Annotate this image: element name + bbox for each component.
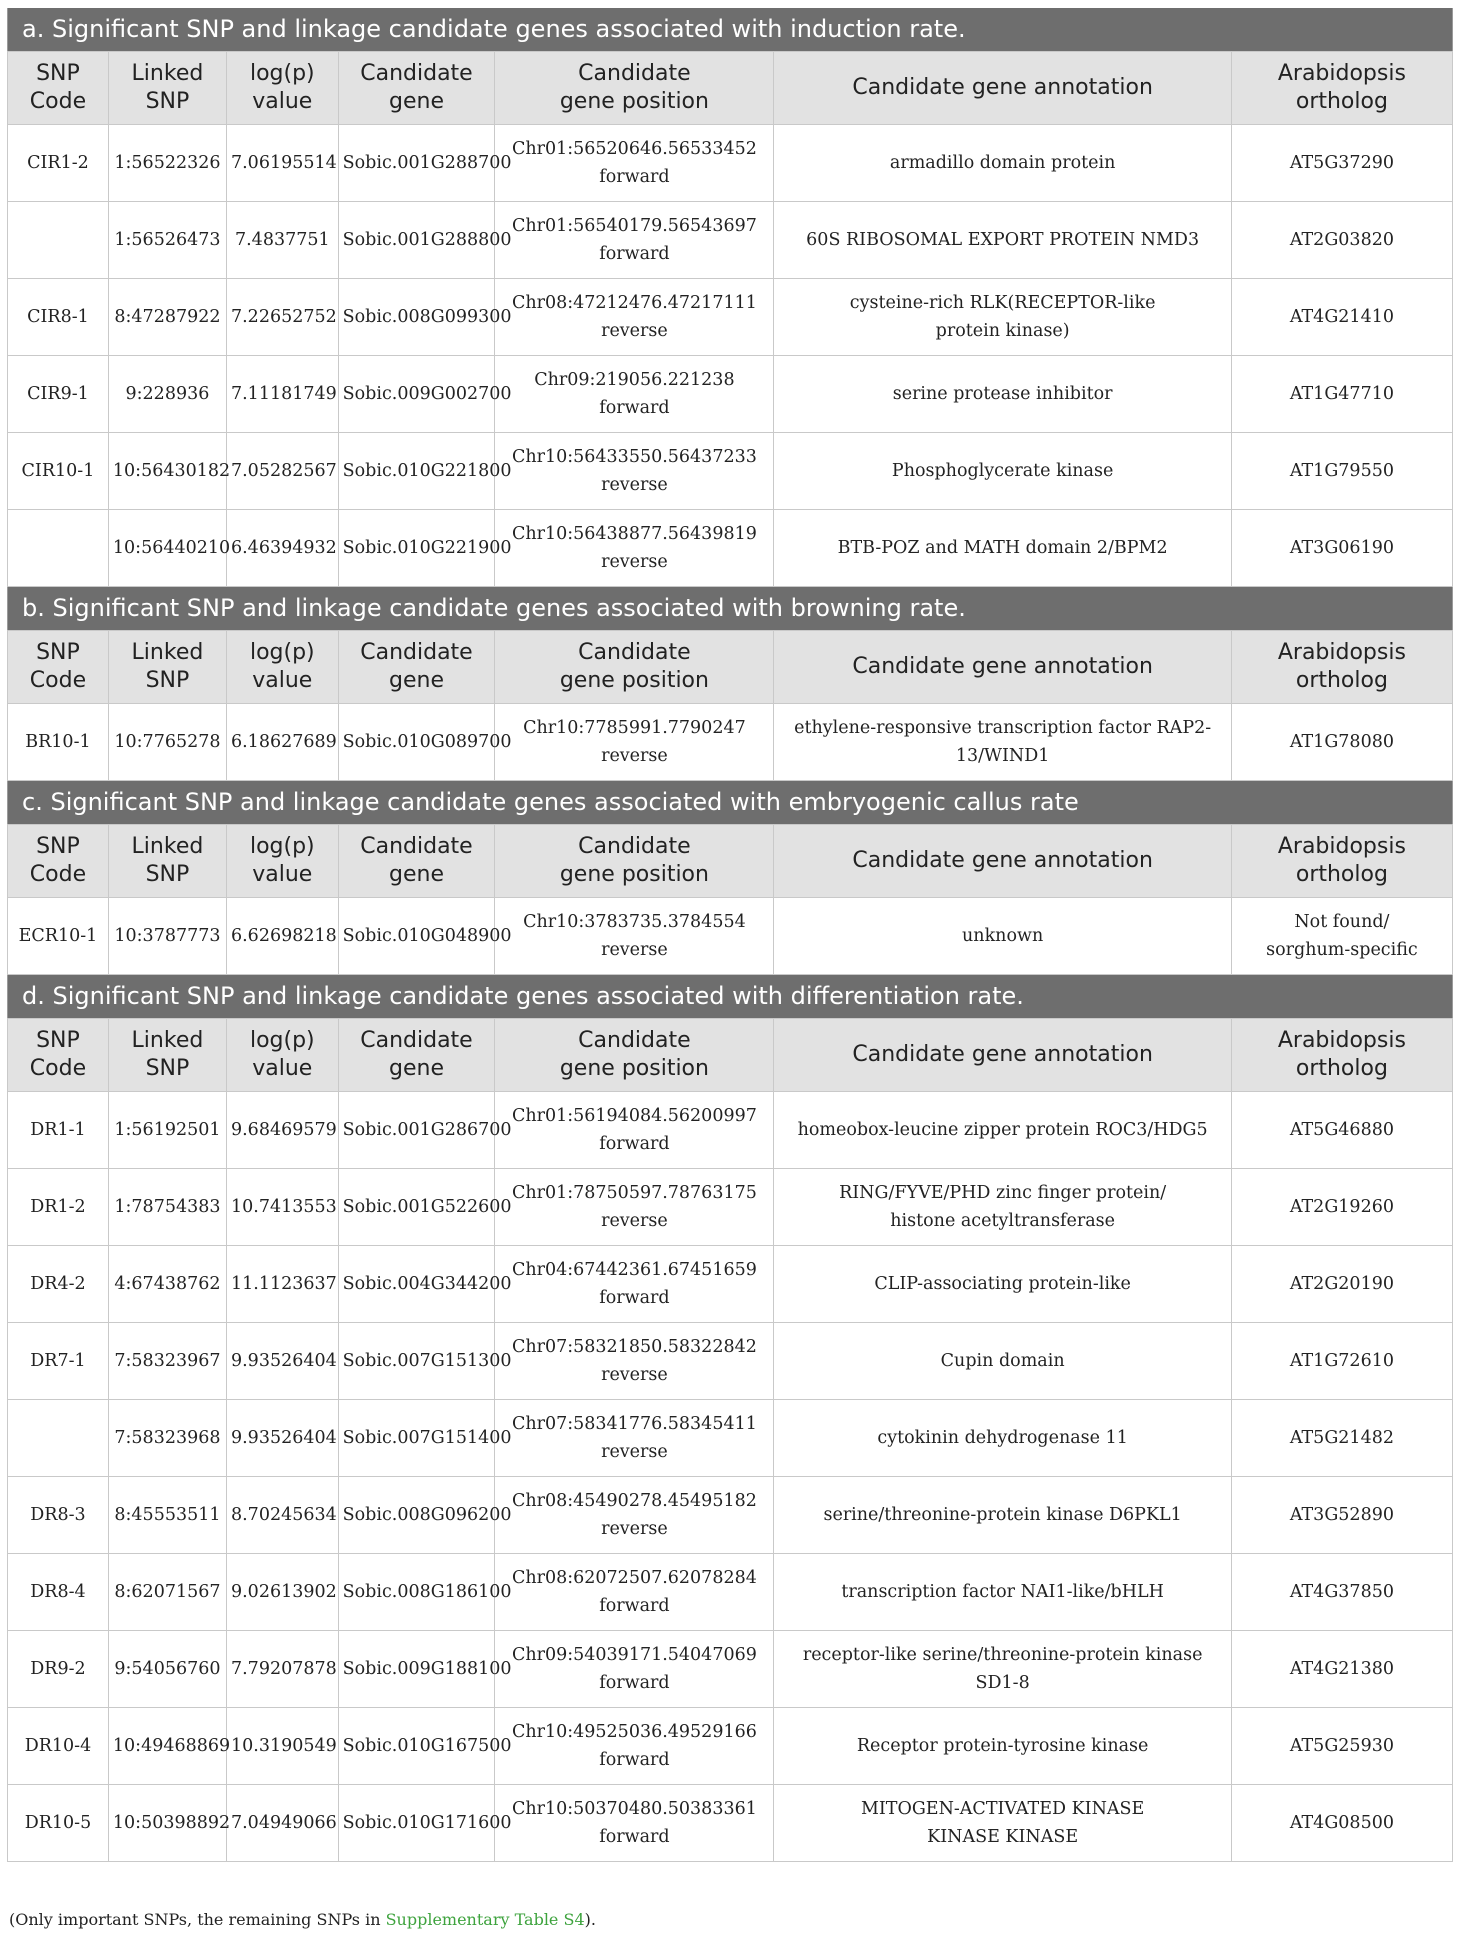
cell-snp-code: DR1-1 (8, 1092, 109, 1169)
cell-linked-snp: 1:56526473 (108, 202, 226, 279)
cell-gene-position: Chr10:56438877.56439819 reverse (495, 510, 774, 587)
cell-gene-position: Chr09:219056.221238 forward (495, 356, 774, 433)
table-row (8, 1554, 1453, 1631)
cell-snp-code: DR10-5 (8, 1785, 109, 1862)
cell-logp-value: 8.70245634 (226, 1477, 338, 1554)
cell-candidate-gene: Sobic.008G099300 (338, 279, 495, 356)
cell-gene-annotation: unknown (774, 898, 1231, 975)
section-title: a. Significant SNP and linkage candidate genes associated with induction rate. (7, 8, 1453, 51)
cell-arabidopsis-ortholog: AT2G03820 (1231, 202, 1452, 279)
cell-gene-position: Chr09:54039171.54047069 forward (495, 1631, 774, 1708)
cell-candidate-gene: Sobic.009G002700 (338, 356, 495, 433)
header-arabidopsis-ortholog: Arabidopsis ortholog (1231, 825, 1452, 898)
cell-logp-value: 7.04949066 (226, 1785, 338, 1862)
footnote-text-before: (Only important SNPs, the remaining SNPs in (9, 1910, 386, 1929)
cell-candidate-gene: Sobic.010G221900 (338, 510, 495, 587)
cell-gene-annotation: serine/threonine-protein kinase D6PKL1 (774, 1477, 1231, 1554)
table-row (8, 125, 1453, 202)
cell-arabidopsis-ortholog: AT5G37290 (1231, 125, 1452, 202)
cell-gene-position: Chr10:56433550.56437233 reverse (495, 433, 774, 510)
cell-gene-annotation: cysteine-rich RLK(RECEPTOR-like protein kinase) (774, 279, 1231, 356)
cell-candidate-gene: Sobic.010G048900 (338, 898, 495, 975)
header-snp-code: SNP Code (8, 1019, 109, 1092)
cell-candidate-gene: Sobic.001G288700 (338, 125, 495, 202)
cell-gene-position: Chr10:3783735.3784554 reverse (495, 898, 774, 975)
cell-arabidopsis-ortholog: AT5G46880 (1231, 1092, 1452, 1169)
cell-candidate-gene: Sobic.010G221800 (338, 433, 495, 510)
table-footnote (7, 1910, 596, 1929)
footnote-text-after: ). (584, 1910, 596, 1929)
cell-candidate-gene: Sobic.008G186100 (338, 1554, 495, 1631)
header-row (8, 52, 1453, 125)
cell-arabidopsis-ortholog: AT4G21410 (1231, 279, 1452, 356)
header-gene-annotation: Candidate gene annotation (774, 825, 1231, 898)
cell-logp-value: 7.79207878 (226, 1631, 338, 1708)
cell-gene-annotation: CLIP-associating protein-like (774, 1246, 1231, 1323)
cell-linked-snp: 10:49468869 (108, 1708, 226, 1785)
cell-linked-snp: 10:3787773 (108, 898, 226, 975)
header-gene-position: Candidate gene position (495, 631, 774, 704)
cell-candidate-gene: Sobic.010G167500 (338, 1708, 495, 1785)
cell-linked-snp: 1:78754383 (108, 1169, 226, 1246)
cell-candidate-gene: Sobic.008G096200 (338, 1477, 495, 1554)
cell-snp-code (8, 510, 109, 587)
cell-arabidopsis-ortholog: AT2G19260 (1231, 1169, 1452, 1246)
header-row (8, 825, 1453, 898)
table-row (8, 1246, 1453, 1323)
header-candidate-gene: Candidate gene (338, 1019, 495, 1092)
header-logp-value: log(p) value (226, 1019, 338, 1092)
cell-snp-code: CIR9-1 (8, 356, 109, 433)
cell-logp-value: 10.7413553 (226, 1169, 338, 1246)
cell-arabidopsis-ortholog: AT4G21380 (1231, 1631, 1452, 1708)
cell-linked-snp: 7:58323967 (108, 1323, 226, 1400)
header-logp-value: log(p) value (226, 52, 338, 125)
cell-logp-value: 7.05282567 (226, 433, 338, 510)
cell-linked-snp: 10:50398892 (108, 1785, 226, 1862)
header-gene-position: Candidate gene position (495, 52, 774, 125)
cell-candidate-gene: Sobic.010G171600 (338, 1785, 495, 1862)
cell-arabidopsis-ortholog: AT3G06190 (1231, 510, 1452, 587)
table-row (8, 1477, 1453, 1554)
cell-logp-value: 7.4837751 (226, 202, 338, 279)
cell-arabidopsis-ortholog: AT1G79550 (1231, 433, 1452, 510)
cell-gene-position: Chr07:58321850.58322842 reverse (495, 1323, 774, 1400)
cell-gene-position: Chr07:58341776.58345411 reverse (495, 1400, 774, 1477)
section-title: c. Significant SNP and linkage candidate genes associated with embryogenic callus rate (7, 781, 1453, 824)
header-gene-annotation: Candidate gene annotation (774, 1019, 1231, 1092)
cell-gene-annotation: armadillo domain protein (774, 125, 1231, 202)
cell-logp-value: 6.62698218 (226, 898, 338, 975)
table-row (8, 1400, 1453, 1477)
cell-arabidopsis-ortholog: Not found/ sorghum-specific (1231, 898, 1452, 975)
header-row (8, 1019, 1453, 1092)
cell-arabidopsis-ortholog: AT1G72610 (1231, 1323, 1452, 1400)
table-row (8, 202, 1453, 279)
cell-linked-snp: 8:45553511 (108, 1477, 226, 1554)
header-linked-snp: Linked SNP (108, 631, 226, 704)
cell-arabidopsis-ortholog: AT3G52890 (1231, 1477, 1452, 1554)
header-arabidopsis-ortholog: Arabidopsis ortholog (1231, 1019, 1452, 1092)
table-row (8, 433, 1453, 510)
cell-gene-position: Chr01:56520646.56533452 forward (495, 125, 774, 202)
header-arabidopsis-ortholog: Arabidopsis ortholog (1231, 52, 1452, 125)
cell-gene-position: Chr10:7785991.7790247 reverse (495, 704, 774, 781)
section-table (7, 1018, 1453, 1862)
header-gene-annotation: Candidate gene annotation (774, 631, 1231, 704)
table-row (8, 1092, 1453, 1169)
cell-gene-position: Chr10:49525036.49529166 forward (495, 1708, 774, 1785)
cell-gene-annotation: Cupin domain (774, 1323, 1231, 1400)
cell-snp-code: DR9-2 (8, 1631, 109, 1708)
cell-gene-annotation: transcription factor NAI1-like/bHLH (774, 1554, 1231, 1631)
table-row (8, 898, 1453, 975)
cell-snp-code: ECR10-1 (8, 898, 109, 975)
cell-gene-position: Chr10:50370480.50383361 forward (495, 1785, 774, 1862)
table-row (8, 1323, 1453, 1400)
header-snp-code: SNP Code (8, 631, 109, 704)
cell-logp-value: 10.3190549 (226, 1708, 338, 1785)
cell-linked-snp: 7:58323968 (108, 1400, 226, 1477)
cell-linked-snp: 4:67438762 (108, 1246, 226, 1323)
cell-linked-snp: 9:228936 (108, 356, 226, 433)
table-row (8, 1169, 1453, 1246)
cell-arabidopsis-ortholog: AT4G37850 (1231, 1554, 1452, 1631)
cell-gene-position: Chr01:56540179.56543697 forward (495, 202, 774, 279)
cell-linked-snp: 10:56430182 (108, 433, 226, 510)
cell-linked-snp: 1:56192501 (108, 1092, 226, 1169)
cell-snp-code (8, 202, 109, 279)
cell-snp-code (8, 1400, 109, 1477)
cell-gene-annotation: receptor-like serine/threonine-protein kinase SD1-8 (774, 1631, 1231, 1708)
cell-gene-annotation: serine protease inhibitor (774, 356, 1231, 433)
cell-gene-annotation: ethylene-responsive transcription factor RAP2- 13/WIND1 (774, 704, 1231, 781)
table-row (8, 704, 1453, 781)
cell-candidate-gene: Sobic.009G188100 (338, 1631, 495, 1708)
header-arabidopsis-ortholog: Arabidopsis ortholog (1231, 631, 1452, 704)
header-linked-snp: Linked SNP (108, 825, 226, 898)
cell-gene-annotation: RING/FYVE/PHD zinc finger protein/ histone acetyltransferase (774, 1169, 1231, 1246)
section-title: b. Significant SNP and linkage candidate genes associated with browning rate. (7, 587, 1453, 630)
header-linked-snp: Linked SNP (108, 1019, 226, 1092)
cell-logp-value: 6.18627689 (226, 704, 338, 781)
header-linked-snp: Linked SNP (108, 52, 226, 125)
cell-linked-snp: 9:54056760 (108, 1631, 226, 1708)
cell-snp-code: DR8-3 (8, 1477, 109, 1554)
header-logp-value: log(p) value (226, 825, 338, 898)
header-candidate-gene: Candidate gene (338, 631, 495, 704)
cell-snp-code: DR10-4 (8, 1708, 109, 1785)
cell-gene-position: Chr01:78750597.78763175 reverse (495, 1169, 774, 1246)
cell-candidate-gene: Sobic.001G286700 (338, 1092, 495, 1169)
cell-snp-code: DR8-4 (8, 1554, 109, 1631)
cell-gene-position: Chr04:67442361.67451659 forward (495, 1246, 774, 1323)
cell-snp-code: DR4-2 (8, 1246, 109, 1323)
cell-logp-value: 9.93526404 (226, 1323, 338, 1400)
cell-snp-code: CIR8-1 (8, 279, 109, 356)
cell-arabidopsis-ortholog: AT4G08500 (1231, 1785, 1452, 1862)
cell-gene-annotation: Phosphoglycerate kinase (774, 433, 1231, 510)
cell-arabidopsis-ortholog: AT5G25930 (1231, 1708, 1452, 1785)
cell-candidate-gene: Sobic.007G151400 (338, 1400, 495, 1477)
cell-snp-code: BR10-1 (8, 704, 109, 781)
table-row (8, 1785, 1453, 1862)
cell-logp-value: 11.1123637 (226, 1246, 338, 1323)
cell-linked-snp: 8:47287922 (108, 279, 226, 356)
cell-logp-value: 7.06195514 (226, 125, 338, 202)
header-gene-position: Candidate gene position (495, 1019, 774, 1092)
cell-arabidopsis-ortholog: AT2G20190 (1231, 1246, 1452, 1323)
cell-candidate-gene: Sobic.004G344200 (338, 1246, 495, 1323)
section-table (7, 51, 1453, 587)
cell-gene-position: Chr01:56194084.56200997 forward (495, 1092, 774, 1169)
cell-linked-snp: 10:56440210 (108, 510, 226, 587)
cell-snp-code: DR7-1 (8, 1323, 109, 1400)
table-row (8, 356, 1453, 433)
section-title: d. Significant SNP and linkage candidate genes associated with differentiation rate. (7, 975, 1453, 1018)
cell-logp-value: 9.68469579 (226, 1092, 338, 1169)
cell-gene-position: Chr08:45490278.45495182 reverse (495, 1477, 774, 1554)
header-snp-code: SNP Code (8, 825, 109, 898)
header-logp-value: log(p) value (226, 631, 338, 704)
header-snp-code: SNP Code (8, 52, 109, 125)
cell-gene-annotation: MITOGEN-ACTIVATED KINASE KINASE KINASE (774, 1785, 1231, 1862)
cell-snp-code: CIR1-2 (8, 125, 109, 202)
cell-linked-snp: 10:7765278 (108, 704, 226, 781)
cell-logp-value: 9.93526404 (226, 1400, 338, 1477)
cell-candidate-gene: Sobic.007G151300 (338, 1323, 495, 1400)
snp-candidate-gene-table (7, 8, 1453, 1862)
cell-candidate-gene: Sobic.001G522600 (338, 1169, 495, 1246)
cell-logp-value: 9.02613902 (226, 1554, 338, 1631)
cell-logp-value: 7.11181749 (226, 356, 338, 433)
section-table (7, 824, 1453, 975)
cell-candidate-gene: Sobic.001G288800 (338, 202, 495, 279)
section-table (7, 630, 1453, 781)
table-row (8, 1631, 1453, 1708)
supplementary-table-link[interactable]: Supplementary Table S4 (385, 1910, 585, 1929)
cell-arabidopsis-ortholog: AT1G47710 (1231, 356, 1452, 433)
cell-snp-code: CIR10-1 (8, 433, 109, 510)
table-row (8, 1708, 1453, 1785)
header-gene-position: Candidate gene position (495, 825, 774, 898)
header-gene-annotation: Candidate gene annotation (774, 52, 1231, 125)
cell-logp-value: 7.22652752 (226, 279, 338, 356)
cell-gene-annotation: cytokinin dehydrogenase 11 (774, 1400, 1231, 1477)
cell-gene-position: Chr08:47212476.47217111 reverse (495, 279, 774, 356)
cell-gene-annotation: 60S RIBOSOMAL EXPORT PROTEIN NMD3 (774, 202, 1231, 279)
header-row (8, 631, 1453, 704)
header-candidate-gene: Candidate gene (338, 825, 495, 898)
cell-gene-position: Chr08:62072507.62078284 forward (495, 1554, 774, 1631)
cell-logp-value: 6.46394932 (226, 510, 338, 587)
cell-arabidopsis-ortholog: AT1G78080 (1231, 704, 1452, 781)
table-row (8, 510, 1453, 587)
cell-snp-code: DR1-2 (8, 1169, 109, 1246)
table-row (8, 279, 1453, 356)
cell-gene-annotation: Receptor protein-tyrosine kinase (774, 1708, 1231, 1785)
header-candidate-gene: Candidate gene (338, 52, 495, 125)
cell-linked-snp: 1:56522326 (108, 125, 226, 202)
cell-linked-snp: 8:62071567 (108, 1554, 226, 1631)
cell-arabidopsis-ortholog: AT5G21482 (1231, 1400, 1452, 1477)
cell-gene-annotation: homeobox-leucine zipper protein ROC3/HDG5 (774, 1092, 1231, 1169)
cell-gene-annotation: BTB-POZ and MATH domain 2/BPM2 (774, 510, 1231, 587)
cell-candidate-gene: Sobic.010G089700 (338, 704, 495, 781)
